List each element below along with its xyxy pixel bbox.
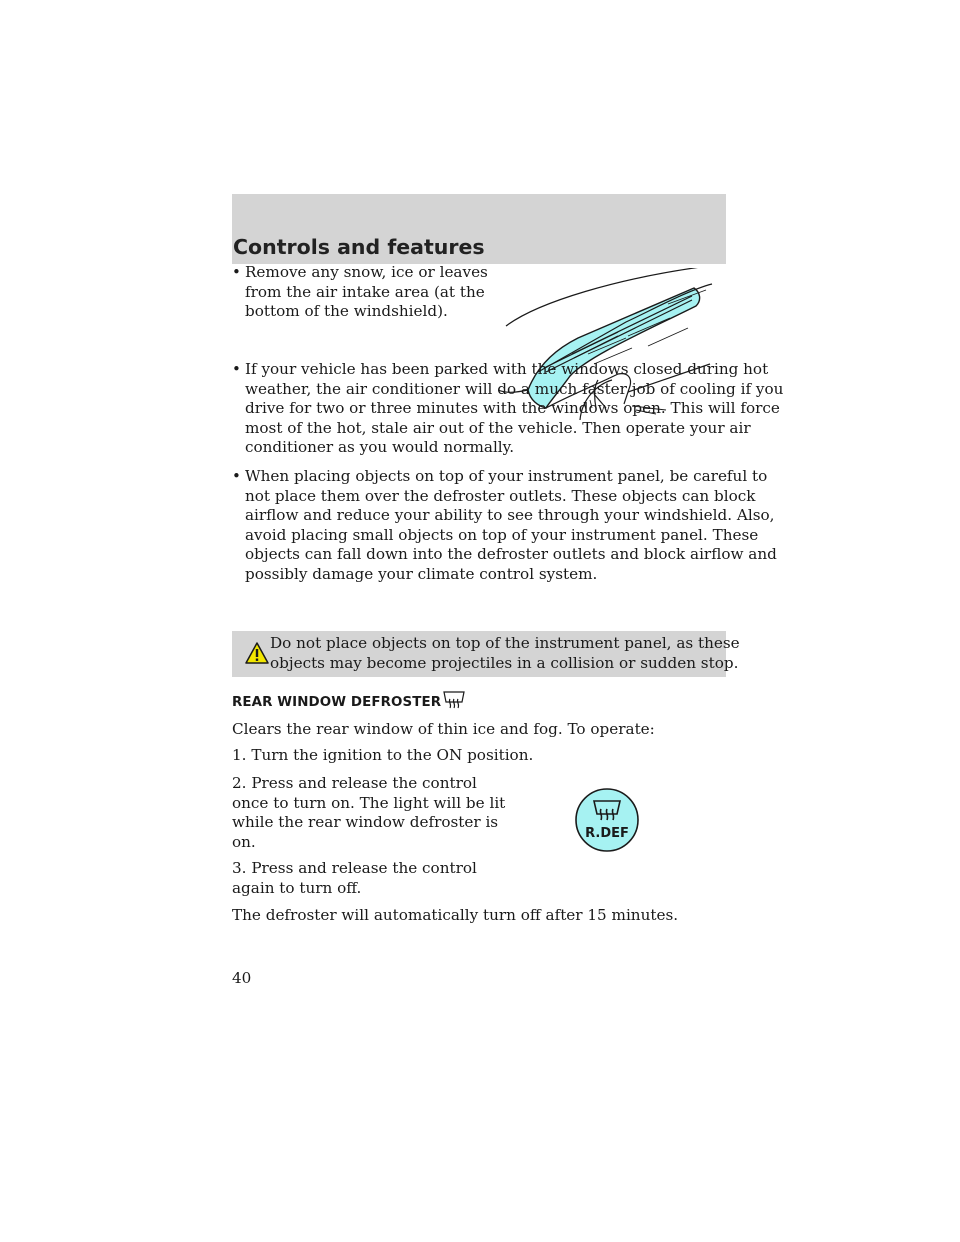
step-3-line-1: 3. Press and release the control bbox=[232, 859, 477, 877]
bullet-2-line-4: most of the hot, stale air out of the vehicle. Then operate your air bbox=[245, 418, 751, 437]
bullet-3-line-6: possibly damage your climate control system. bbox=[245, 564, 598, 583]
page-title: Controls and features bbox=[233, 235, 485, 259]
step-2-line-3: while the rear window defroster is bbox=[232, 813, 499, 831]
bullet-marker: • bbox=[232, 263, 241, 281]
step-1: 1. Turn the ignition to the ON position. bbox=[232, 746, 534, 764]
rear-defrost-icon bbox=[442, 690, 466, 712]
bullet-1-line-3: bottom of the windshield). bbox=[245, 302, 448, 320]
section-header-bar bbox=[232, 194, 726, 264]
bullet-3-line-5: objects can fall down into the defroster outlets and block airflow and bbox=[245, 545, 777, 563]
bullet-3-line-1: When placing objects on top of your instrument panel, be careful to bbox=[245, 467, 768, 485]
warning-text bbox=[270, 634, 740, 673]
section-title: REAR WINDOW DEFROSTER bbox=[232, 695, 442, 710]
section-intro: Clears the rear window of thin ice and fog. To operate: bbox=[232, 720, 655, 738]
defroster-note: The defroster will automatically turn off after 15 minutes. bbox=[232, 906, 679, 924]
step-3-line-2: again to turn off. bbox=[232, 878, 362, 897]
bullet-marker: • bbox=[232, 360, 241, 378]
bullet-2-line-2: weather, the air conditioner will do a much faster job of cooling if you bbox=[245, 379, 784, 398]
warning-box bbox=[232, 631, 740, 677]
rear-defrost-button-illustration bbox=[574, 787, 640, 853]
step-2-line-2: once to turn on. The light will be lit bbox=[232, 793, 506, 812]
warning-line-1: Do not place objects on top of the instrument panel, as these bbox=[270, 634, 740, 652]
rdef-button-label: R.DEF bbox=[585, 826, 629, 841]
bullet-marker: • bbox=[232, 467, 241, 485]
bullet-2-line-5: conditioner as you would normally. bbox=[245, 438, 515, 456]
page-number: 40 bbox=[232, 969, 252, 987]
bullet-3-line-3: airflow and reduce your ability to see through your windshield. Also, bbox=[245, 506, 775, 524]
bullet-3-line-2: not place them over the defroster outlets. These objects can block bbox=[245, 486, 756, 505]
step-2-line-1: 2. Press and release the control bbox=[232, 774, 477, 792]
bullet-3-line-4: avoid placing small objects on top of your instrument panel. These bbox=[245, 525, 759, 544]
bullet-2-line-1: If your vehicle has been parked with the windows closed during hot bbox=[245, 360, 769, 378]
step-2-line-4: on. bbox=[232, 832, 256, 851]
warning-line-2: objects may become projectiles in a collision or sudden stop. bbox=[270, 653, 739, 672]
bullet-2-line-3: drive for two or three minutes with the windows open. This will force bbox=[245, 399, 780, 417]
warning-triangle-icon bbox=[244, 641, 270, 665]
bullet-1-line-2: from the air intake area (at the bbox=[245, 282, 485, 301]
bullet-1-line-1: Remove any snow, ice or leaves bbox=[245, 263, 488, 281]
